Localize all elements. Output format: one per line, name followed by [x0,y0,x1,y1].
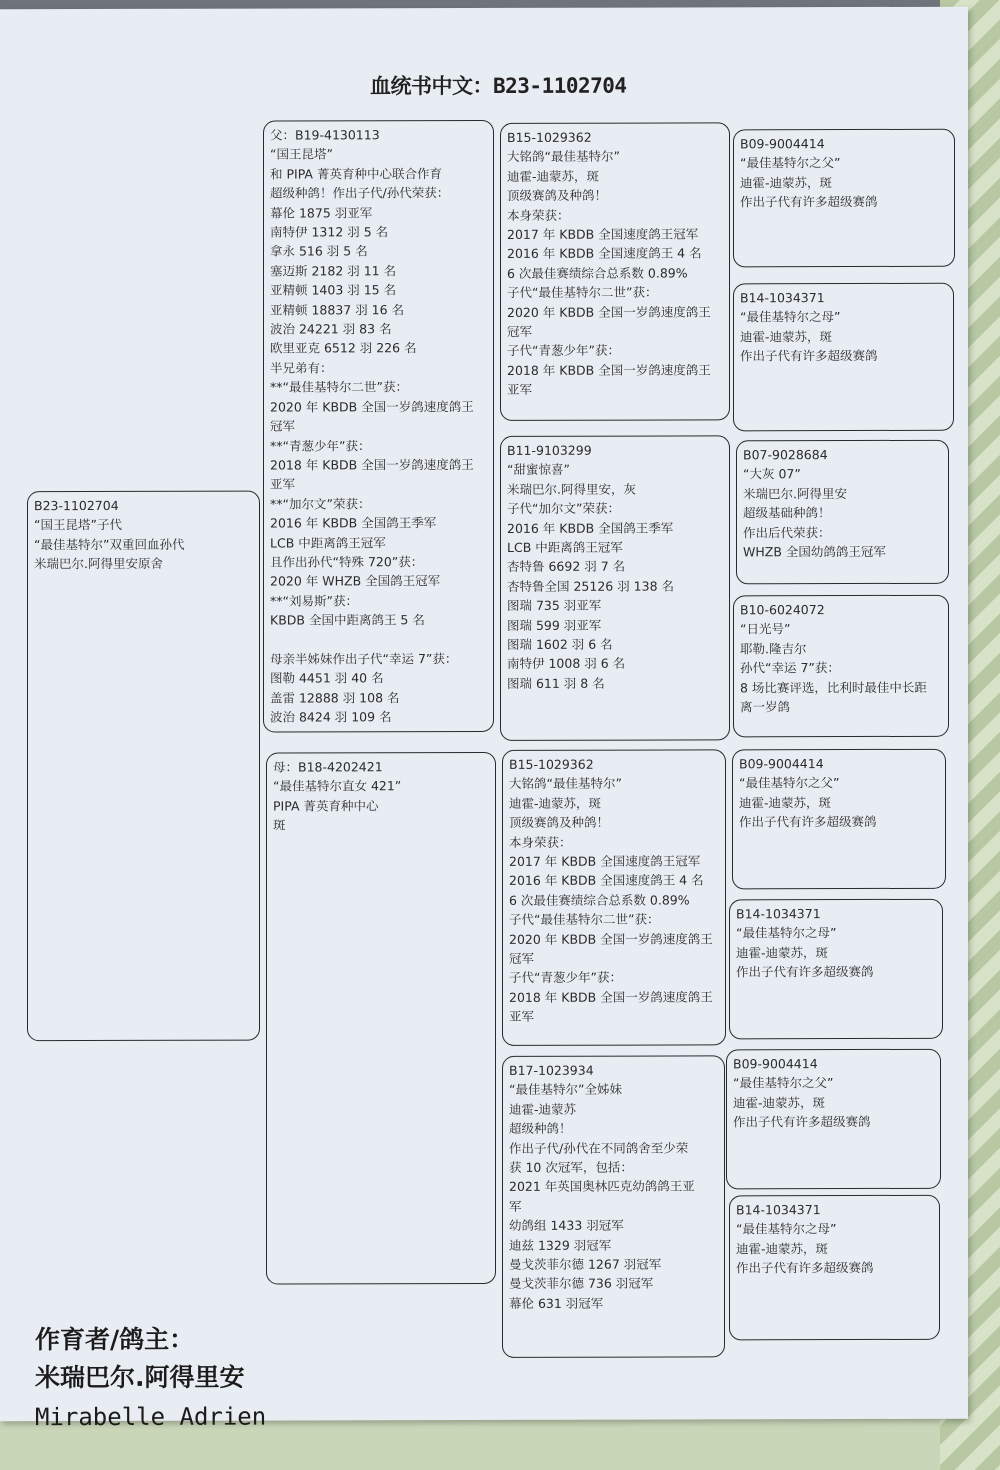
dds-line: B09-9004414 [733,1056,818,1072]
dam-line: PIPA 菁英育种中心 [273,798,379,814]
dam-sire-dam-box [729,899,943,1040]
subject-line: “最佳基特尔”双重回血孙代 [34,536,185,552]
breeder-block [35,1321,266,1438]
sd-line: B11-9103299 [507,442,592,458]
sire-line: **“加尔文”荣获： [270,496,371,512]
sd-line: 图瑞 599 羽亚军 [507,617,602,633]
ddd-line: 作出子代有许多超级赛鸽 [736,1260,874,1276]
ds-line: B15-1029362 [509,756,594,772]
sire-line: 且作出孙代“特殊 720”获： [270,554,424,570]
dam-line: 母：B18-4202421 [273,759,383,775]
sdd-line: B10-6024072 [740,602,825,618]
dd-line: 2021 年英国奥林匹克幼鸽鸽王亚 [509,1178,695,1195]
breeder-name-cn: 米瑞巴尔.阿得里安 [35,1362,245,1393]
dd-line: 曼戈茨菲尔德 1267 羽冠军 [509,1256,662,1272]
sire-line: 波治 24221 羽 83 名 [270,321,392,337]
ss-line: 冠军 [507,323,533,340]
sire-dam-box [500,435,730,741]
sds-line: WHZB 全国幼鸽鸽王冠军 [743,543,886,560]
ssd-line: 迪霍-迪蒙苏，斑 [740,328,833,345]
subject-line: “国王昆塔”子代 [34,517,122,533]
breeder-label: 作育者/鸽主： [35,1324,195,1355]
sire-line: 半兄弟有： [270,360,333,376]
ds-line: 迪霍-迪蒙苏，斑 [509,795,602,811]
sd-line: 南特伊 1008 羽 6 名 [507,656,626,672]
sss-line: B09-9004414 [740,136,825,152]
sdd-line: 孙代“幸运 7”获： [740,660,840,676]
sds-line: 作出后代荣获： [743,524,831,540]
ss-line: 6 次最佳赛绩综合总系数 0.89% [507,265,688,281]
ddd-line: 迪霍-迪蒙苏，斑 [736,1240,829,1257]
sire-line: 波治 8424 羽 109 名 [270,709,392,725]
ds-line: 子代“青葱少年”获： [509,970,622,986]
ddd-line: “最佳基特尔之母” [736,1221,837,1237]
dam-sire-box [502,749,726,1046]
page-title: 血统书中文：B23-1102704 [370,73,627,99]
sire-line: KBDB 全国中距离鸽王 5 名 [270,612,425,628]
sire-line: 2018 年 KBDB 全国一岁鸽速度鸽王 [270,456,474,473]
sire-line: LCB 中距离鸽王冠军 [270,534,386,551]
sire-line: 图勒 4451 羽 40 名 [270,670,384,686]
dds-line: 作出子代有许多超级赛鸽 [733,1114,871,1130]
ss-line: 2020 年 KBDB 全国一岁鸽速度鸽王 [507,304,711,320]
sire-line: 亚军 [270,476,296,492]
ss-line: 2016 年 KBDB 全国速度鸽王 4 名 [507,245,702,262]
sire-line: 父：B19-4130113 [270,127,380,143]
subject-box [27,491,260,1042]
sd-line: LCB 中距离鸽王冠军 [507,539,623,555]
sire-sire-box [500,122,730,421]
dd-line: 超级种鸽！ [509,1120,572,1137]
sd-line: 2016 年 KBDB 全国鸽王季军 [507,520,674,536]
dd-line: 军 [509,1198,522,1214]
dd-line: 曼戈茨菲尔德 736 羽冠军 [509,1276,654,1292]
sss-line: “最佳基特尔之父” [740,155,841,171]
dam-line: 斑 [273,817,286,833]
dd-line: “最佳基特尔”全姊妹 [509,1082,622,1098]
sd-line: 米瑞巴尔.阿得里安，灰 [507,481,636,497]
ss-line: B15-1029362 [507,129,592,145]
sdd-line: 离一岁鸽 [740,699,791,715]
sds-line: 米瑞巴尔.阿得里安 [743,485,847,502]
sire-line: 2016 年 KBDB 全国鸽王季军 [270,515,437,531]
sire-line: “国王昆塔” [270,146,333,162]
ds-line: 2020 年 KBDB 全国一岁鸽速度鸽王 [509,931,713,947]
dd-line: 获 10 次冠军，包括： [509,1159,633,1175]
sire-line: **“青葱少年”获： [270,437,371,454]
ss-line: 2017 年 KBDB 全国速度鸽王冠军 [507,226,699,242]
sdd-line: “日光号” [740,621,791,637]
sire-line: **“最佳基特尔二世”获： [270,379,408,395]
sire-line: 2020 年 KBDB 全国一岁鸽速度鸽王 [270,398,474,415]
ss-line: 本身荣获： [507,207,570,223]
sire-line: 母亲半姊妹作出子代“幸运 7”获： [270,651,458,667]
sdd-line: 8 场比赛评选，比利时最佳中长距 [740,679,927,695]
dd-line: 幕伦 631 羽冠军 [509,1295,604,1311]
sire-sire-dam-box [733,283,954,432]
sds-line: B07-9028684 [743,447,828,463]
ss-line: 亚军 [507,382,533,398]
sire-line: 幕伦 1875 羽亚军 [270,204,373,221]
sire-dam-sire-box [736,440,949,585]
dsd-line: B14-1034371 [736,906,821,922]
sd-line: 杏特鲁 6692 羽 7 名 [507,559,626,575]
ssd-line: B14-1034371 [740,290,825,306]
ss-line: 2018 年 KBDB 全国一岁鸽速度鸽王 [507,362,711,378]
sss-line: 迪霍-迪蒙苏，斑 [740,174,833,191]
dam-box [266,752,496,1285]
subject-line: 米瑞巴尔.阿得里安原舍 [34,556,163,572]
sss-line: 作出子代有许多超级赛鸽 [740,194,878,210]
sire-line: 亚精顿 1403 羽 15 名 [270,282,397,298]
sire-line: 冠军 [270,418,296,434]
ss-line: 迪霍-迪蒙苏，斑 [507,168,600,184]
sire-line: 超级种鸽！作出子代/孙代荣获： [270,185,450,201]
sd-line: 图瑞 735 羽亚军 [507,597,602,614]
dss-line: B09-9004414 [739,756,824,772]
sire-line: **“刘易斯”获： [270,593,358,609]
sire-line: 亚精顿 18837 羽 16 名 [270,301,405,318]
subject-line: B23-1102704 [34,497,119,514]
ss-line: 子代“青葱少年”获： [507,343,620,359]
sire-box [263,120,494,733]
dss-line: 迪霍-迪蒙苏，斑 [739,794,832,811]
ss-line: 子代“最佳基特尔二世”获： [507,284,658,301]
sire-line: 欧里亚克 6512 羽 226 名 [270,340,417,357]
ds-line: 子代“最佳基特尔二世”获： [509,911,660,928]
ds-line: 顶级赛鸽及种鸽！ [509,814,610,831]
dsd-line: 迪霍-迪蒙苏，斑 [736,944,829,961]
ds-line: 大铭鸽“最佳基特尔” [509,776,622,792]
sd-line: 图瑞 1602 羽 6 名 [507,636,613,653]
ddd-line: B14-1034371 [736,1202,821,1218]
ss-line: 大铭鸽“最佳基特尔” [507,149,620,165]
dd-line: 幼鸽组 1433 羽冠军 [509,1217,624,1234]
ds-line: 本身荣获： [509,834,572,850]
sds-line: “大灰 07” [743,466,801,482]
dam-sire-sire-box [732,749,946,890]
ds-line: 6 次最佳赛绩综合总系数 0.89% [509,892,690,908]
sire-dam-dam-box [733,595,949,738]
ds-line: 亚军 [509,1009,535,1025]
dd-line: 作出子代/孙代在不同鸽舍至少荣 [509,1140,689,1156]
dd-line: 迪兹 1329 羽冠军 [509,1237,612,1253]
sire-line: 2020 年 WHZB 全国鸽王冠军 [270,573,441,589]
breeder-name-en: Mirabelle Adrien [35,1402,267,1432]
sd-line: 图瑞 611 羽 8 名 [507,675,605,691]
ssd-line: “最佳基特尔之母” [740,309,841,325]
ds-line: 2017 年 KBDB 全国速度鸽王冠军 [509,853,701,869]
dd-line: 迪霍-迪蒙苏 [509,1101,577,1117]
ds-line: 2016 年 KBDB 全国速度鸽王 4 名 [509,872,704,889]
ss-line: 顶级赛鸽及种鸽！ [507,187,608,204]
sd-line: 子代“加尔文”荣获： [507,500,620,517]
sire-line: 盖雷 12888 羽 108 名 [270,690,400,706]
dss-line: 作出子代有许多超级赛鸽 [739,814,877,830]
dam-dam-dam-box [729,1195,940,1341]
sd-line: 杏特鲁全国 25126 羽 138 名 [507,578,675,594]
dsd-line: “最佳基特尔之母” [736,925,837,941]
dss-line: “最佳基特尔之父” [739,775,840,791]
ssd-line: 作出子代有许多超级赛鸽 [740,348,878,364]
sds-line: 超级基础种鸽！ [743,505,831,521]
dsd-line: 作出子代有许多超级赛鸽 [736,964,874,980]
sire-sire-sire-box [733,129,955,268]
ds-line: 冠军 [509,950,535,966]
pedigree-sheet [0,7,968,1432]
dd-line: B17-1023934 [509,1062,594,1078]
dam-line: “最佳基特尔直女 421” [273,778,402,794]
sd-line: “甜蜜惊喜” [507,462,570,478]
sire-line [270,630,487,650]
dam-dam-box [502,1055,725,1358]
dds-line: 迪霍-迪蒙苏，斑 [733,1094,826,1111]
dam-dam-sire-box [726,1049,941,1190]
sire-line: 和 PIPA 菁英育种中心联合作育 [270,165,442,182]
sdd-line: 耶勒.隆吉尔 [740,640,807,657]
sire-line: 拿永 516 羽 5 名 [270,243,368,259]
sire-line: 南特伊 1312 羽 5 名 [270,224,389,240]
sire-line: 塞迈斯 2182 羽 11 名 [270,263,397,279]
dds-line: “最佳基特尔之父” [733,1075,834,1091]
ds-line: 2018 年 KBDB 全国一岁鸽速度鸽王 [509,989,713,1005]
